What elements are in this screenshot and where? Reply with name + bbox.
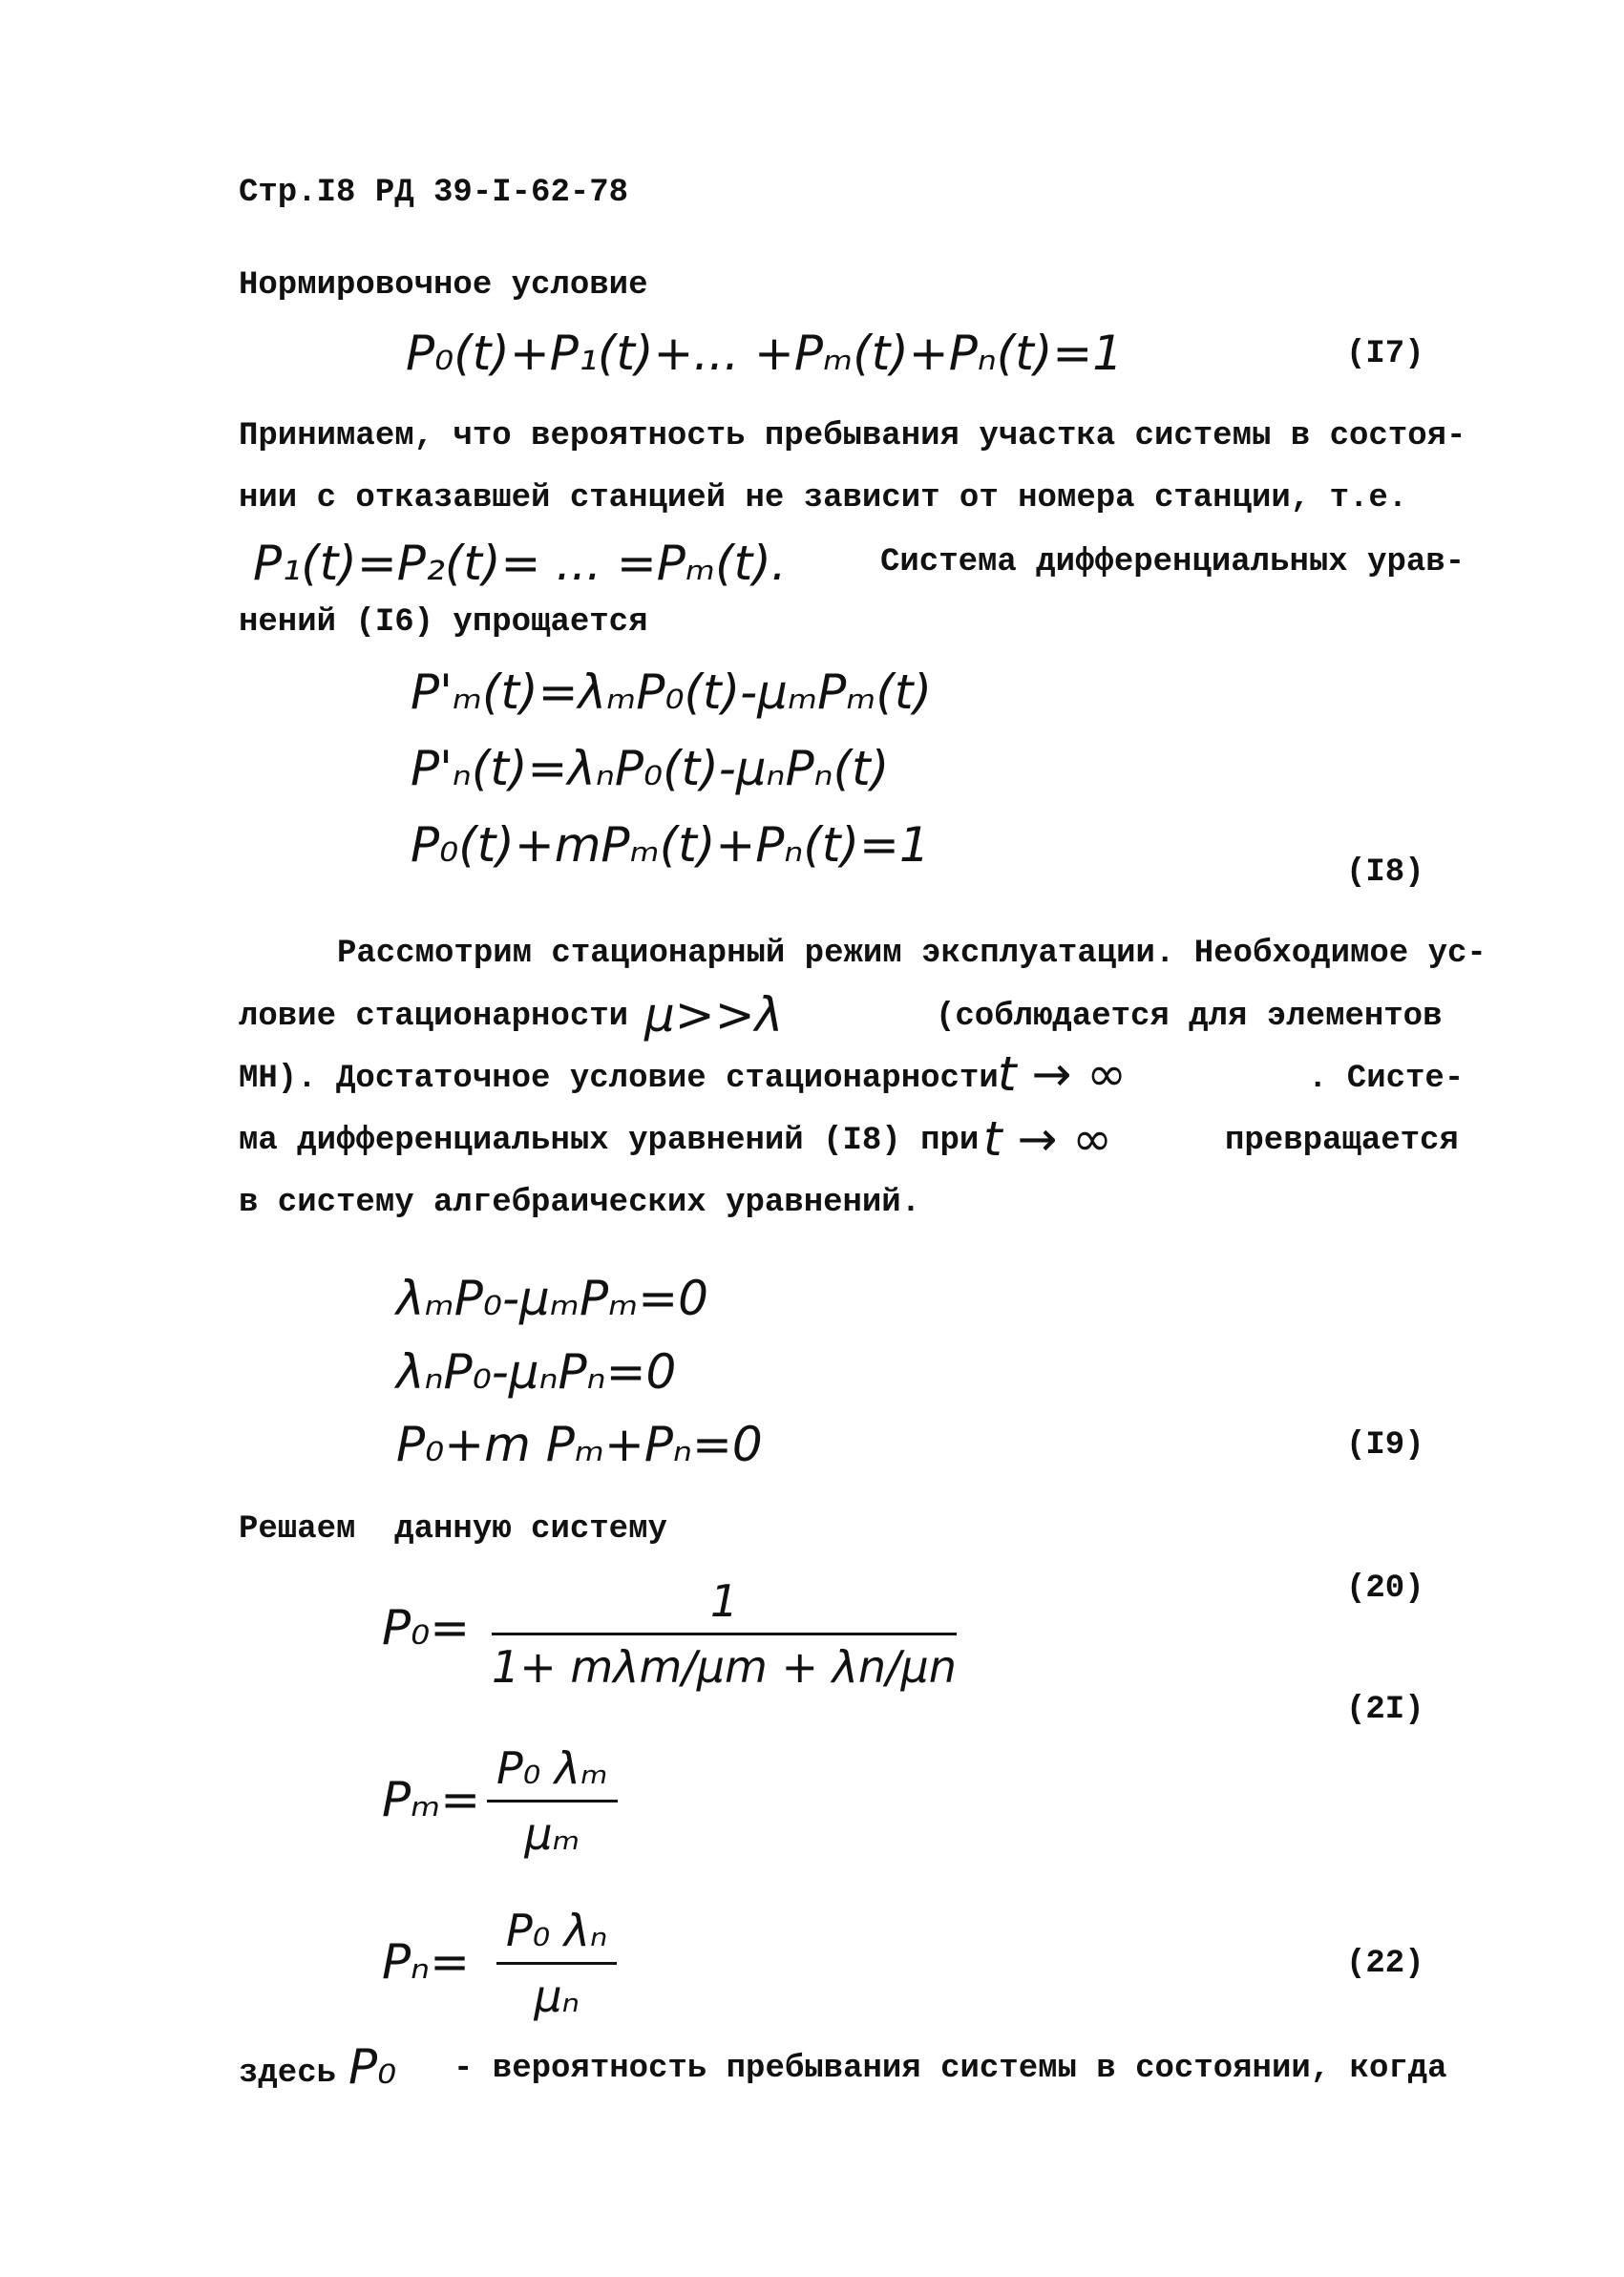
numerator: 1 [709, 1575, 739, 1627]
paragraph: . Систе- [1308, 1061, 1465, 1097]
inline-formula: t → ∞ [998, 1046, 1127, 1102]
equation-20-lhs: P₀= [382, 1600, 471, 1655]
paragraph: ловие стационарности [239, 999, 629, 1035]
numerator: P₀ λₘ [496, 1742, 608, 1794]
denominator: μₙ [534, 1971, 580, 2022]
equation-18-line: P₀(t)+mPₘ(t)+Pₙ(t)=1 [411, 817, 930, 873]
paragraph: Принимаем, что вероятность пребывания участка системы в состоя- [239, 418, 1466, 454]
equation-21-fraction [487, 1742, 618, 1860]
equation-label: (I8) [1346, 854, 1424, 891]
equation-label: (I9) [1346, 1427, 1424, 1464]
inline-formula: P₁(t)=P₂(t)= ... =Pₘ(t). [253, 536, 787, 591]
paragraph: МН). Достаточное условие стационарности [239, 1061, 999, 1097]
paragraph: здесь [239, 2056, 337, 2092]
equation-19-line: P₀+m Pₘ+Pₙ=0 [396, 1417, 763, 1472]
numerator: P₀ λₙ [506, 1905, 608, 1956]
paragraph: Система дифференциальных урав- [880, 544, 1466, 580]
paragraph: превращается [1225, 1123, 1459, 1159]
equation-22-fraction [496, 1905, 617, 2022]
equation-label: (2I) [1346, 1692, 1424, 1728]
paragraph: Нормировочное условие [239, 267, 648, 304]
equation-17: P₀(t)+P₁(t)+... +Pₘ(t)+Pₙ(t)=1 [406, 326, 1124, 381]
paragraph: нии с отказавшей станцией не зависит от номера станции, т.е. [239, 480, 1408, 517]
equation-18-line: P'ₘ(t)=λₘP₀(t)-μₘPₘ(t) [411, 664, 933, 720]
inline-formula: P₀ [348, 2039, 397, 2095]
paragraph: - вероятность пребывания системы в состоянии, когда [453, 2051, 1447, 2087]
inline-formula: μ>>λ [644, 987, 784, 1043]
paragraph: ма дифференциальных уравнений (I8) при [239, 1123, 980, 1159]
equation-22-lhs: Pₙ= [382, 1934, 470, 1990]
denominator: 1+ mλm/μm + λn/μn [492, 1641, 957, 1693]
equation-19-line: λₙP₀-μₙPₙ=0 [396, 1344, 677, 1400]
equation-label: (20) [1346, 1571, 1424, 1607]
paragraph: Рассмотрим стационарный режим эксплуатации. Необходимое ус- [337, 936, 1487, 972]
equation-label: (I7) [1346, 336, 1424, 372]
equation-label: (22) [1346, 1946, 1424, 1982]
equation-21-lhs: Pₘ= [382, 1772, 481, 1827]
paragraph: Решаем данную систему [239, 1511, 667, 1548]
paragraph: нений (I6) упрощается [239, 604, 648, 641]
paragraph: в систему алгебраических уравнений. [239, 1185, 921, 1221]
equation-18-line: P'ₙ(t)=λₙP₀(t)-μₙPₙ(t) [411, 741, 890, 796]
inline-formula: t → ∞ [983, 1111, 1112, 1167]
denominator: μₘ [524, 1808, 580, 1860]
paragraph: (соблюдается для элементов [936, 999, 1443, 1035]
page-header: Стр.I8 РД 39-I-62-78 [239, 175, 629, 211]
equation-20-fraction [492, 1575, 957, 1693]
equation-19-line: λₘP₀-μₘPₘ=0 [396, 1271, 708, 1326]
